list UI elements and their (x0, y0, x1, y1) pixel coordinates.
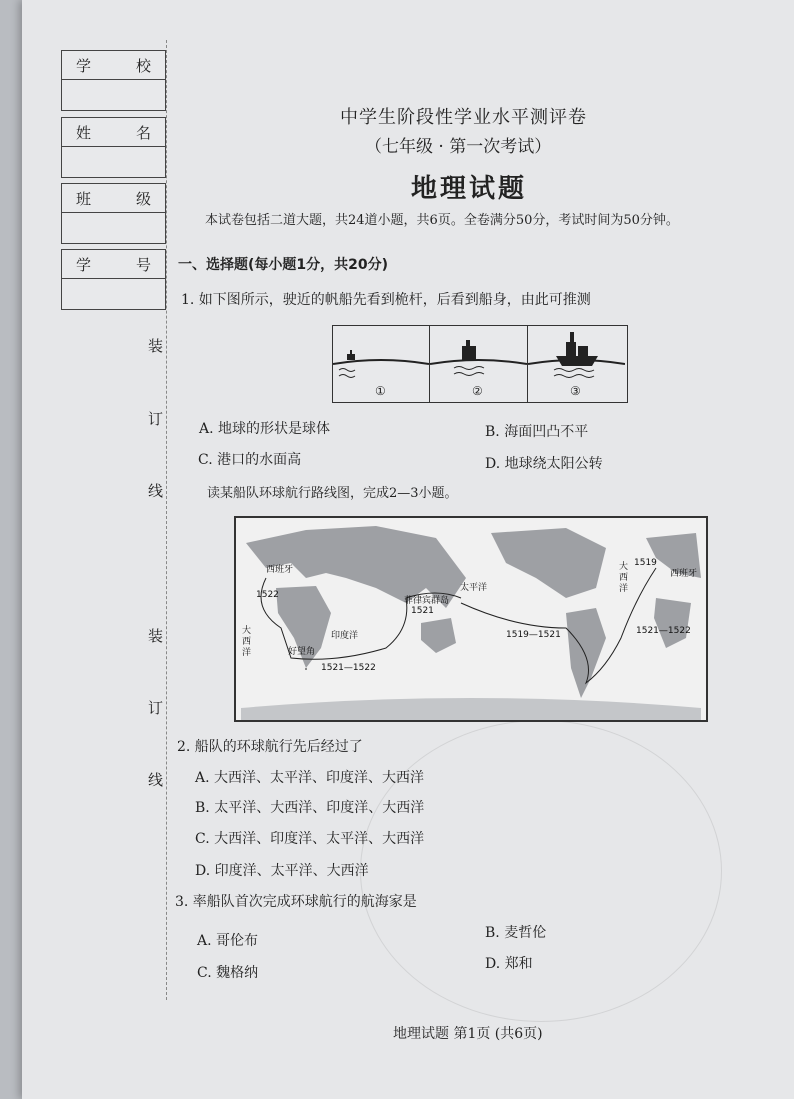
binding-line (166, 40, 167, 1000)
question-2-stem: 2. 船队的环球航行先后经过了 (177, 739, 363, 755)
q3-option-b[interactable]: B. 麦哲伦 (485, 925, 547, 941)
name-field (61, 117, 166, 178)
panel-number: ③ (570, 384, 581, 398)
map-label: 好望角 (288, 647, 316, 657)
q3-option-d[interactable]: D. 郑和 (485, 956, 533, 972)
id-blank[interactable] (62, 279, 165, 309)
map-label: 1521—1522 (321, 663, 376, 673)
binding-char: 订 (148, 699, 164, 717)
q3-option-c[interactable]: C. 魏格纳 (197, 965, 259, 981)
map-label: 1521—1522 (636, 626, 691, 636)
map-label: 1522 (256, 590, 279, 600)
map-instruction: 读某船队环球航行路线图，完成2—3小题。 (207, 486, 458, 501)
panel-3 (528, 326, 625, 402)
background-globe-watermark (360, 720, 722, 1022)
map-label: 1521 (411, 606, 434, 616)
map-label: 西班牙 (670, 569, 698, 579)
school-label-left: 学 (76, 56, 92, 75)
class-label-left: 班 (76, 189, 92, 208)
class-label-right: 级 (135, 189, 151, 208)
exam-series-title: 中学生阶段性学业水平测评卷 (340, 107, 587, 128)
name-label-left: 姓 (76, 123, 92, 142)
class-field (61, 183, 166, 244)
binding-char: 订 (148, 410, 164, 428)
binding-char: 线 (148, 771, 164, 789)
ship-approach-figure (332, 325, 628, 403)
panel-2 (430, 326, 528, 402)
binding-char: 线 (148, 482, 164, 500)
q1-option-a[interactable]: A. 地球的形状是球体 (199, 421, 331, 437)
question-1-stem: 1. 如下图所示，驶近的帆船先看到桅杆，后看到船身，由此可推测 (181, 292, 591, 308)
school-label-right: 校 (135, 56, 151, 75)
map-label: 印度洋 (331, 631, 359, 641)
q2-option-a[interactable]: A. 大西洋、太平洋、印度洋、大西洋 (195, 770, 425, 786)
panel-number: ② (472, 384, 483, 398)
q1-option-d[interactable]: D. 地球绕太阳公转 (485, 456, 603, 472)
exam-subtitle: （七年级 · 第一次考试） (365, 137, 552, 157)
page-title: 地理试题 (411, 174, 528, 204)
map-label: 1519—1521 (506, 630, 561, 640)
page-footer: 地理试题 第1页 (共6页) (393, 1026, 543, 1042)
q1-option-c[interactable]: C. 港口的水面高 (198, 452, 302, 468)
school-blank[interactable] (62, 80, 165, 110)
binding-char: 装 (148, 627, 164, 645)
exam-instructions: 本试卷包括二道大题，共24道小题，共6页。全卷满分50分，考试时间为50分钟。 (205, 213, 679, 228)
map-label: 西班牙 (266, 565, 294, 575)
map-label: 菲律宾群岛 (404, 596, 450, 606)
section-heading: 一、选择题(每小题1分，共20分) (178, 257, 389, 273)
map-label: 大西洋 (242, 626, 252, 658)
binding-char: 装 (148, 337, 164, 355)
q2-option-b[interactable]: B. 太平洋、大西洋、印度洋、大西洋 (195, 800, 425, 816)
q3-option-a[interactable]: A. 哥伦布 (197, 933, 259, 949)
id-label-right: 号 (135, 255, 151, 274)
id-label-left: 学 (76, 255, 92, 274)
map-label: 大西洋 (619, 562, 629, 594)
student-id-field (61, 249, 166, 310)
panel-1 (333, 326, 430, 402)
school-field (61, 50, 166, 111)
q2-option-d[interactable]: D. 印度洋、太平洋、大西洋 (195, 863, 369, 879)
adjacent-page-edge (0, 0, 22, 1099)
map-label: 1519 (634, 558, 657, 568)
question-3-stem: 3. 率船队首次完成环球航行的航海家是 (175, 894, 417, 910)
world-map-graphic (236, 518, 706, 720)
name-label-right: 名 (135, 123, 151, 142)
q2-option-c[interactable]: C. 大西洋、印度洋、太平洋、大西洋 (195, 831, 425, 847)
name-blank[interactable] (62, 147, 165, 177)
panel-number: ① (375, 384, 386, 398)
q1-option-b[interactable]: B. 海面凹凸不平 (485, 424, 589, 440)
class-blank[interactable] (62, 213, 165, 243)
voyage-route-map (234, 516, 708, 722)
map-label: 太平洋 (460, 583, 488, 593)
